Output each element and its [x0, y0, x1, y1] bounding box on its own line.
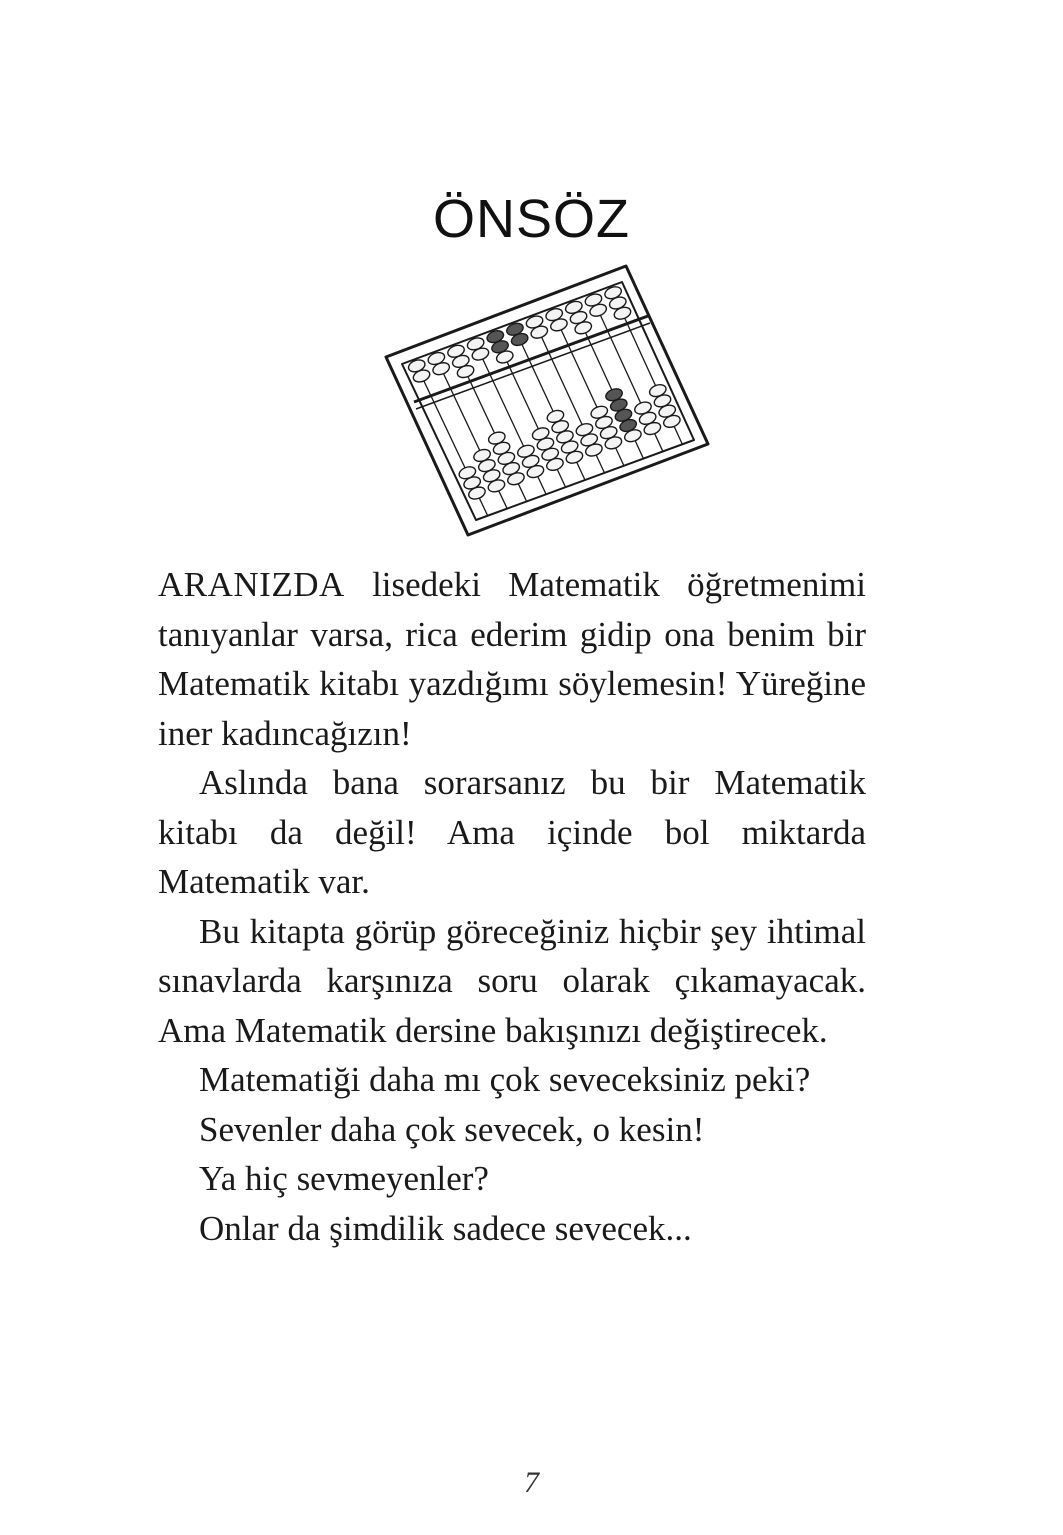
paragraph-text: lisedeki Matematik öğretmenimi tanıyanlar varsa, rica ederim gidip ona benim bir Matematik kitabı yazdığımı söylemesin! Yüreğine iner kadıncağızın!	[158, 565, 866, 753]
paragraph-6: Ya hiç sevmeyenler?	[199, 1159, 489, 1198]
page-number: 7	[524, 1466, 539, 1499]
paragraph-5: Sevenler daha çok sevecek, o kesin!	[199, 1109, 705, 1149]
preface-body	[158, 560, 866, 1253]
paragraph-3: Bu kitapta görüp göreceğiniz hiçbir şey ihtimal sınavlarda karşınıza soru olarak çıkamayacak. Ama Matematik dersine bakışınızı değiştirecek.	[158, 911, 866, 1050]
page-title: ÖNSÖZ	[432, 189, 630, 249]
paragraph-7: Onlar da şimdilik sadece sevecek...	[199, 1208, 692, 1248]
paragraph-lead-word: ARANIZDA	[158, 565, 345, 604]
paragraph-1	[158, 560, 866, 758]
paragraph-2: Aslında bana sorarsanız bu bir Matematik kitabı da değil! Ama içinde bol miktarda Matematik var.	[158, 763, 866, 901]
paragraph-4: Matematiği daha mı çok seveceksiniz peki?	[199, 1060, 811, 1099]
abacus-illustration	[378, 256, 714, 546]
